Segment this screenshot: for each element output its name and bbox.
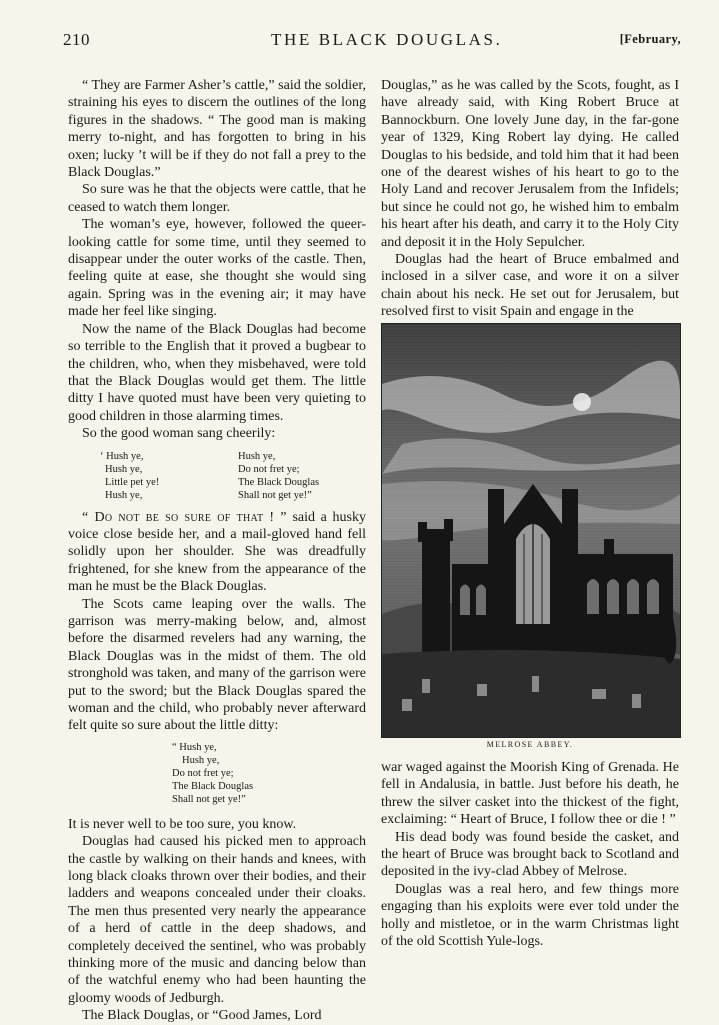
paragraph: It is never well to be too sure, you know. <box>68 816 297 832</box>
paragraph: The Scots came leaping over the walls. The garrison was merry-making below, and, almost before the disarmed revelers had any warning, the Black Douglas was in the midst of them. The old stronghold was taken, and many of the garrison were put to the sword; but the Black Douglas spared the woman and the child, who probably never afterward felt quite so sure about the little ditty: <box>68 596 366 734</box>
paragraph: Douglas,” as he was called by the Scots, fought, as I have already said, with King Robert Bruce at Bannockburn. One lovely June day, in the far-gone year of 1329, King Robert lay dying. He called Douglas to his bedside, and told him that it had been one of the dearest wishes of his heart to go to the Holy Land and recover Jerusalem from the Infidels; but since he could not go, he wished him to embalm his heart after his death, and carry it to the Holy City and deposit it in the Holy Sepulcher. <box>381 78 679 250</box>
paragraph <box>68 509 366 596</box>
paragraph: His dead body was found beside the casket, and the heart of Bruce was brought back to Scotland and deposited in the ivy-clad Abbey of Melrose. <box>381 829 679 880</box>
verse-line: The Black Douglas <box>172 780 254 792</box>
verse-line: Hush ye, <box>105 489 143 501</box>
melrose-abbey-engraving <box>381 323 681 738</box>
verse-line: Do not fret ye; <box>172 767 234 779</box>
running-title: THE BLACK DOUGLAS. <box>271 30 503 49</box>
exclamation-smallcaps: “ Do not be so sure of that ! ” <box>82 509 287 525</box>
page-number: 210 <box>63 30 90 49</box>
verse-stanza <box>68 450 218 502</box>
verse-line: Hush ye, <box>182 754 220 766</box>
page-header <box>63 28 681 54</box>
engraving-illustration <box>382 324 680 737</box>
right-column-top <box>381 77 679 321</box>
figure-caption: MELROSE ABBEY. <box>486 740 574 749</box>
paragraph: “ They are Farmer Asher’s cattle,” said the soldier, straining his eyes to discern the outlines of the long figures in the shadows. “ The good man is making merry to-night, and has forgotten to bring in his oxen; lucky ’t will be if they do not fall a prey to the Black Douglas.” <box>68 78 366 181</box>
verse-stanza <box>218 450 356 502</box>
paragraph: The Black Douglas, or “Good James, Lord <box>82 1008 322 1024</box>
verse-line: Shall not get ye!” <box>238 489 312 501</box>
paragraph: war waged against the Moorish King of Grenada. He fell in Andalusia, in battle. Just before his death, he threw the silver casket into the thickest of the fight, exclaiming: “ Heart of Bruce, I follow thee or die ! ” <box>381 760 679 828</box>
paragraph: The woman’s eye, however, followed the queer-looking cattle for some time, until they seemed to disappear under the outer works of the castle. Then, feeling quite at ease, she thought she would sing again. Spring was in the evening air; it may have made her feel like singing. <box>68 217 366 320</box>
verse-line: “ Hush ye, <box>172 741 217 753</box>
verse-line: Little pet ye! <box>105 476 160 488</box>
lullaby-verse-repeat <box>172 741 366 806</box>
paragraph-text: said a husky voice close beside her, and a mail-gloved hand fell solidly upon her shoulder. She was dreadfully frightened, for she knew from the appearance of the man he must be the Black Douglas. <box>68 509 367 595</box>
left-column <box>68 77 366 1025</box>
verse-line: Hush ye, <box>105 463 143 475</box>
paragraph: Now the name of the Black Douglas had become so terrible to the English that it proved a bugbear to the children, who, when they misbehaved, were told that the Black Douglas would get them. The little ditty I have quoted must have been very quieting to good children in those alarming times. <box>68 321 366 424</box>
right-column-bottom <box>381 759 679 950</box>
paragraph: So sure was he that the objects were cattle, that he ceased to watch them longer. <box>68 182 366 215</box>
verse-line: Hush ye, <box>238 450 276 462</box>
paragraph: Douglas had the heart of Bruce embalmed and inclosed in a silver case, and wore it on a silver chain about his neck. He set out for Jerusalem, but resolved first to visit Spain and engage in the <box>381 252 679 320</box>
section-label: [February, <box>619 32 681 46</box>
verse-line: ‘ Hush ye, <box>100 450 144 462</box>
lullaby-verse <box>68 450 366 502</box>
paragraph: Douglas had caused his picked men to approach the castle by walking on their hands and knees, with long black cloaks thrown over their bodies, and their ladders and weapons concealed under their cloaks. The men thus presented very nearly the appearance of a herd of cattle in the deep shadows, and completely deceived the sentinel, who was probably thinking more of the music and dancing below than of the watchful enemy who had been haunting the gloomy woods of Jedburgh. <box>68 834 366 1006</box>
verse-line: Do not fret ye; <box>238 463 300 475</box>
verse-line: The Black Douglas <box>238 476 320 488</box>
verse-line: Shall not get ye!” <box>172 793 246 805</box>
paragraph: Douglas was a real hero, and few things more engaging than his exploits were ever told under the holly and mistletoe, or in the warm Christmas light of the old Scottish Yule-logs. <box>381 881 679 950</box>
paragraph: So the good woman sang cheerily: <box>82 426 276 442</box>
